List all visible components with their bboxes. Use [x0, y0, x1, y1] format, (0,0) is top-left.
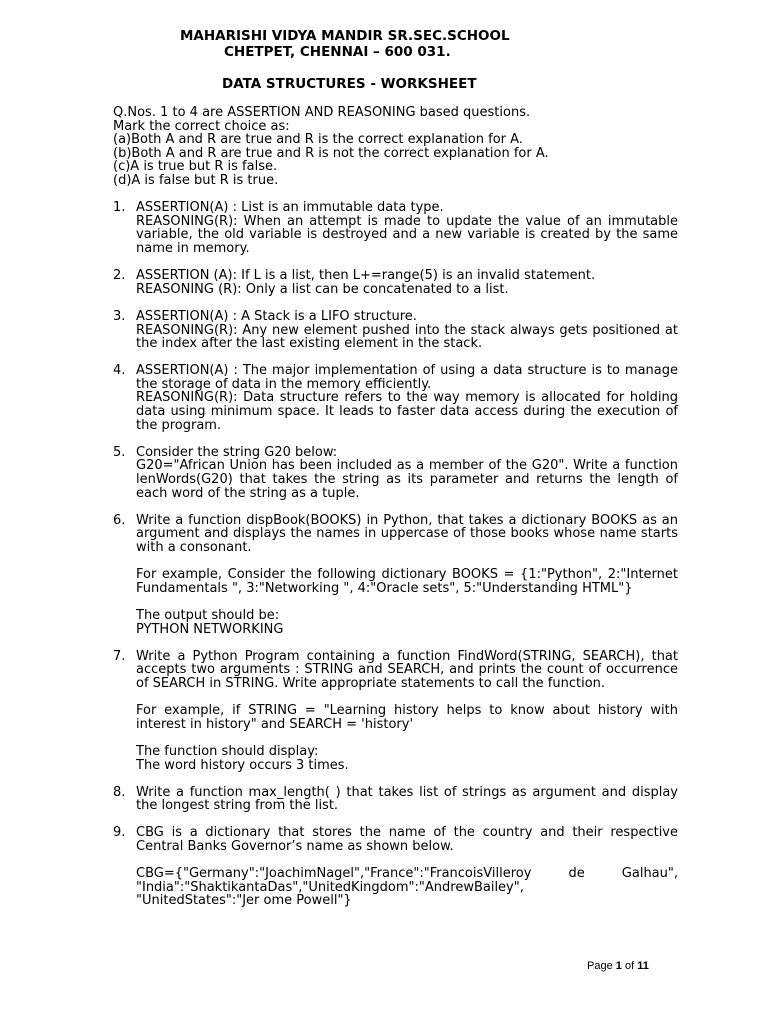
instruction-line: (c)A is true but R is false. [113, 159, 278, 175]
output-text: PYTHON NETWORKING [136, 621, 284, 637]
question-text: Write a function max_length( ) that takes list of strings as argument and display the longest string from the list. [136, 784, 678, 814]
question-2 [113, 269, 678, 296]
question-3 [113, 310, 678, 351]
question-8 [113, 786, 678, 813]
question-text: CBG is a dictionary that stores the name of the country and their respective Central Banks Governor’s name as shown below. [136, 825, 678, 855]
example-text: For example, if STRING = "Learning history helps to know about history with interest in history" and SEARCH = 'history' [136, 703, 678, 732]
question-text: Write a Python Program containing a function FindWord(STRING, SEARCH), that accepts two arguments : STRING and SEARCH, and prints the count of occurrence of SEARCH in STRING. Write appropriate statements to call the function. [136, 648, 678, 691]
instruction-line: (a)Both A and R are true and R is the correct explanation for A. [113, 132, 523, 148]
reasoning-text: REASONING (R): Only a list can be concatenated to a list. [136, 281, 509, 297]
instruction-line: (d)A is false but R is true. [113, 172, 279, 188]
question-1 [113, 201, 678, 255]
display-label: The function should display: [136, 743, 319, 759]
page-footer [587, 960, 649, 972]
question-intro: Consider the string G20 below: [136, 444, 338, 460]
question-5 [113, 446, 678, 500]
instruction-line: Mark the correct choice as: [113, 118, 290, 134]
question-number: 5. [113, 444, 126, 460]
code-line: CBG={"Germany":"JoachimNagel","France":"FrancoisVilleroy de Galhau", [136, 866, 678, 882]
page-number: 1 [615, 960, 622, 972]
reasoning-text: REASONING(R): Data structure refers to the way memory is allocated for holding data using minimum space. It leads to faster data access during the execution of the program. [136, 390, 678, 433]
reasoning-text: REASONING(R): Any new element pushed into the stack always gets positioned at the index after the last existing element in the stack. [136, 322, 678, 352]
question-number: 2. [113, 268, 126, 284]
assertion-text: ASSERTION (A): If L is a list, then L+=range(5) is an invalid statement. [136, 268, 596, 284]
assertion-text: ASSERTION(A) : List is an immutable data type. [136, 200, 444, 216]
worksheet-title: DATA STRUCTURES - WORKSHEET [222, 76, 477, 92]
question-number: 8. [113, 784, 126, 800]
question-6 [113, 514, 678, 636]
page-total: 11 [637, 960, 649, 972]
question-number: 3. [113, 308, 126, 324]
instruction-line: Q.Nos. 1 to 4 are ASSERTION AND REASONING based questions. [113, 105, 531, 120]
code-line: "UnitedStates":"Jer ome Powell"} [136, 893, 352, 909]
question-number: 4. [113, 363, 126, 379]
of-word: of [624, 960, 635, 972]
question-4 [113, 364, 678, 432]
school-address: CHETPET, CHENNAI – 600 031. [224, 44, 451, 60]
example-text: For example, Consider the following dictionary BOOKS = {1:"Python", 2:"Internet Fundamentals ", 3:"Networking ", 4:"Oracle sets", 5:"Understanding HTML"} [136, 567, 678, 596]
question-9 [113, 826, 678, 908]
question-text: G20="African Union has been included as a member of the G20". Write a function lenWords(G20) that takes the string as its parameter and returns the length of each word of the string as a tuple. [136, 458, 678, 501]
question-number: 7. [113, 648, 126, 664]
school-name: MAHARISHI VIDYA MANDIR SR.SEC.SCHOOL [180, 28, 510, 44]
question-text: Write a function dispBook(BOOKS) in Python, that takes a dictionary BOOKS as an argument and displays the names in uppercase of those books whose name starts with a consonant. [136, 512, 678, 555]
reasoning-text: REASONING(R): When an attempt is made to update the value of an immutable variable, the old variable is destroyed and a new variable is created by the same name in memory. [136, 213, 678, 256]
page-word: Page [587, 960, 613, 972]
instruction-line: (b)Both A and R are true and R is not the correct explanation for A. [113, 145, 549, 161]
worksheet-body [113, 106, 678, 908]
question-7 [113, 650, 678, 772]
assertion-text: ASSERTION(A) : The major implementation of using a data structure is to manage the storage of data in the memory efficiently. [136, 363, 678, 392]
display-text: The word history occurs 3 times. [136, 757, 349, 773]
instructions [113, 106, 678, 188]
question-number: 6. [113, 512, 126, 528]
output-label: The output should be: [136, 607, 280, 623]
assertion-text: ASSERTION(A) : A Stack is a LIFO structure. [136, 308, 417, 324]
question-number: 1. [113, 200, 126, 216]
code-line: "India":"ShaktikantaDas","UnitedKingdom":"AndrewBailey", [136, 879, 524, 895]
question-number: 9. [113, 825, 126, 841]
